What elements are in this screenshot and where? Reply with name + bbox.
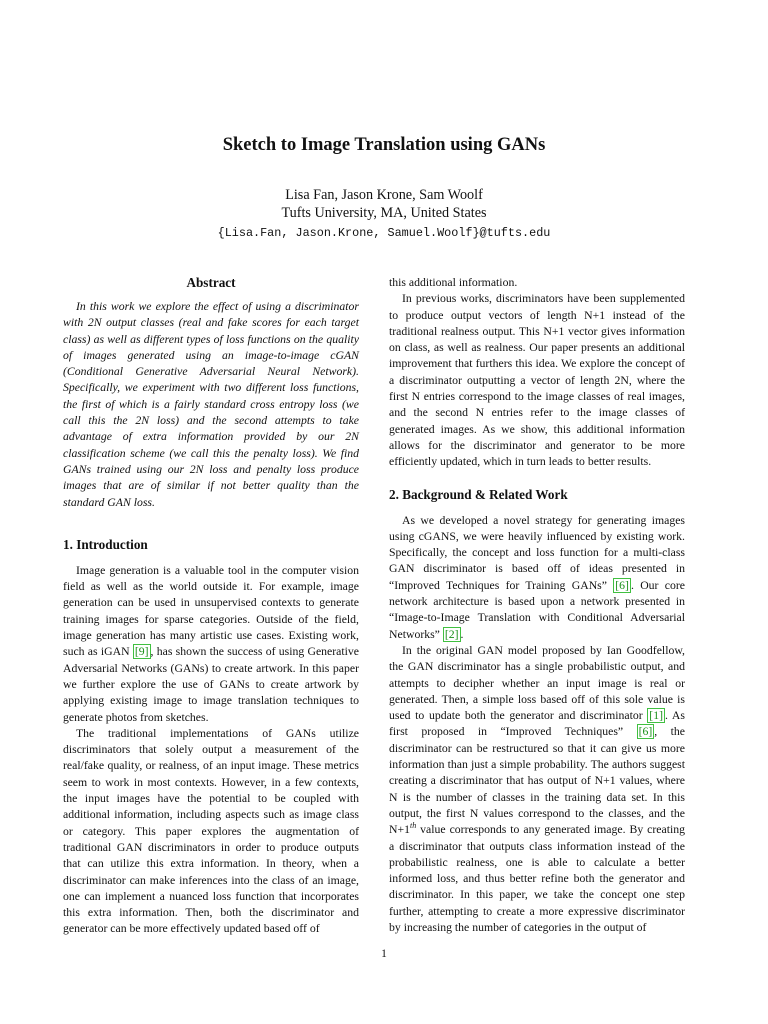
bg-p1-text-a: As we developed a novel strategy for generating images using cGANS, we were heavily influenced by existing work. Specifically, the concept and loss function for a multi-class GAN discriminator is based off of ideas presented in “Improved Techniques for Training GANs” — [389, 513, 685, 592]
page-number: 1 — [381, 948, 387, 960]
author-names: Lisa Fan, Jason Krone, Sam Woolf — [285, 187, 483, 203]
author-affiliation: Tufts University, MA, United States — [281, 205, 487, 221]
intro-paragraph-2: The traditional implementations of GANs utilize discriminators that solely output a measurement of the real/fake quality, or realness, of an input image. These metrics seem to work in most contexts. However, in a few contexts, the input images have the potential to be coupled with additional information, including aspects such as image class or category. This paper explores the augmentation of traditional GAN discriminators in order to produce outputs that can utilize this extra information. In theory, when a discriminator can make inferences into the class of an image, one can implement a nuanced loss function that incorporates this extra information. Then, both the discriminator and generator can be more effectively updated based off of — [63, 726, 359, 936]
intro-heading: 1. Introduction — [63, 536, 148, 552]
background-paragraph-2 — [389, 643, 685, 936]
bg-p1-text-b: . Our core network architecture is based upon a network presented in “Image-to-Image Translation with Conditional Adversarial Networks” — [389, 578, 685, 641]
left-column — [63, 275, 359, 938]
citation-link[interactable]: [1] — [649, 709, 663, 723]
superscript: th — [410, 821, 417, 831]
citation-link[interactable]: [9] — [134, 645, 149, 659]
abstract-section — [63, 275, 359, 511]
right-column — [389, 275, 685, 936]
paper-title: Sketch to Image Translation using GANs — [222, 135, 546, 155]
author-block — [0, 186, 768, 222]
citation-link[interactable]: [6] — [638, 725, 653, 739]
bg-p2-text-b: . As first proposed in “Improved Techniques” — [389, 709, 685, 739]
intro-paragraph-3: In previous works, discriminators have been supplemented to produce output vectors of length N+1 instead of the traditional realness output. This N+1 vector gives information on class, as well as realness. Our paper presents an additional improvement that furthers this idea. We explore the concept of a discriminator outputting a vector of length 2N, where the first N entries correspond to the image classes of real images, and the second N entries refer to the image classes of generated images. As we show, this additional information allows for the discriminator and generator to be more efficiently updated, which in turn leads to better results. — [389, 292, 685, 469]
intro-p1-text-a: Image generation is a valuable tool in the computer vision field as well as the world outside it. For example, image generation can be used in unsupervised contexts to generate training images for sparse categories. Outside of the field, image generation has many artistic use cases. Existing work, such as iGAN — [63, 563, 359, 659]
bg-p2-text-c: , the discriminator can be restructured so that it can give us more information than just a simple probability. The authors suggest creating a discriminator that has output of N+1 values, where N is the number of classes in the training data set. In this output, the first N values correspond to the classes, and the N+1 — [389, 725, 685, 837]
intro-p1-text-b: , has shown the success of using Generative Adversarial Networks (GANs) to create artwork. In this paper we further explore the use of GANs to create artwork by applying existing image to image translation techniques to generate photos from sketches. — [63, 645, 360, 724]
citation-link[interactable]: [6] — [615, 578, 629, 592]
bg-p2-text-a: In the original GAN model proposed by Ian Goodfellow, the GAN discriminator has a single probabilistic output, and attempts to decipher whether an input image is real or generated. Then, a simple loss based off of this sole value is used to update both the generator and discriminator — [389, 643, 685, 723]
abstract-text: In this work we explore the effect of using a discriminator with 2N output classes (real and fake scores for each target class) as well as different types of loss functions on the quality of images generated using an image-to-image cGAN (Conditional Generative Adversarial Neural Network). Specifically, we experiment with two different loss functions, the first of which is a fairly standard cross entropy loss (we call this the 2N loss) and the second attempts to take advantage of extra information provided by our 2N classification scheme (we call this the penalty loss). We find GANs trained using our 2N loss and penalty loss produce images that are of similar if not better quality than the standard GAN loss. — [63, 300, 359, 509]
bg-p1-text-c: . — [460, 627, 464, 641]
intro-paragraph-1 — [63, 563, 359, 726]
author-email: {Lisa.Fan, Jason.Krone, Samuel.Woolf}@tufts.edu — [217, 226, 551, 240]
abstract-heading: Abstract — [186, 275, 236, 290]
citation-link[interactable]: [2] — [444, 627, 459, 641]
background-heading: 2. Background & Related Work — [389, 486, 568, 502]
background-paragraph-1 — [389, 513, 685, 643]
bg-p2-text-d: value corresponds to any generated image. By creating a discriminator that outputs class information instead of the probabilistic realness, one is able to calculate a better informed loss, and thus better refine both the generator and discriminator. In this paper, we take the concept one step further, attempting to create a more expressive discriminator by increasing the number of categories in the output of — [389, 823, 685, 934]
intro-continuation: this additional information. — [389, 276, 518, 289]
